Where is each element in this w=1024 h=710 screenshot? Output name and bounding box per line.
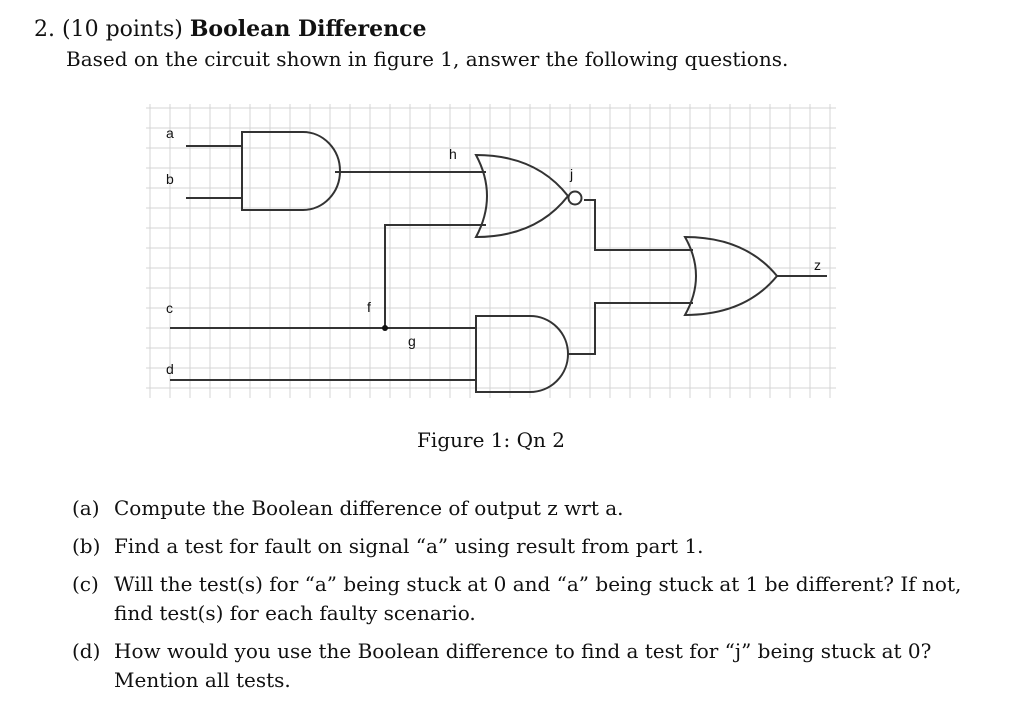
question-title: Boolean Difference bbox=[189, 16, 427, 42]
part-label: (d) bbox=[72, 639, 101, 663]
part-text: How would you use the Boolean difference to find a test for “j” being stuck at 0? Mention all tests. bbox=[114, 639, 932, 692]
label-c: c bbox=[166, 300, 173, 316]
part-a bbox=[72, 494, 972, 523]
question-number: 2. bbox=[34, 17, 55, 42]
part-label: (a) bbox=[72, 496, 100, 520]
grid-background bbox=[146, 104, 836, 398]
nor-inversion-bubble bbox=[569, 192, 582, 205]
label-j: j bbox=[570, 166, 574, 182]
question-points: (10 points) bbox=[62, 17, 183, 42]
junction-dot-c-f bbox=[382, 325, 388, 331]
question-intro: Based on the circuit shown in figure 1, answer the following questions. bbox=[66, 47, 789, 71]
label-z: z bbox=[814, 257, 821, 273]
label-a: a bbox=[166, 125, 174, 141]
circuit-diagram bbox=[140, 98, 840, 404]
part-b bbox=[72, 532, 972, 561]
part-label: (c) bbox=[72, 572, 99, 596]
part-d bbox=[72, 637, 972, 695]
part-label: (b) bbox=[72, 534, 101, 558]
or-gate-2 bbox=[685, 237, 777, 315]
label-h: h bbox=[449, 146, 457, 162]
part-text: Find a test for fault on signal “a” using result from part 1. bbox=[114, 534, 704, 558]
label-f: f bbox=[367, 299, 371, 315]
and-gate-1 bbox=[242, 132, 340, 210]
label-b: b bbox=[166, 171, 174, 187]
question-parts bbox=[72, 494, 972, 704]
wire-f bbox=[385, 225, 486, 328]
part-text: Compute the Boolean difference of output z wrt a. bbox=[114, 496, 624, 520]
part-c bbox=[72, 570, 972, 628]
label-g: g bbox=[408, 333, 416, 349]
part-text: Will the test(s) for “a” being stuck at 0 and “a” being stuck at 1 be different? If not, find test(s) for each faulty scenario. bbox=[114, 572, 962, 625]
label-d: d bbox=[166, 361, 174, 377]
figure-caption: Figure 1: Qn 2 bbox=[417, 428, 565, 452]
question-header bbox=[34, 16, 427, 42]
